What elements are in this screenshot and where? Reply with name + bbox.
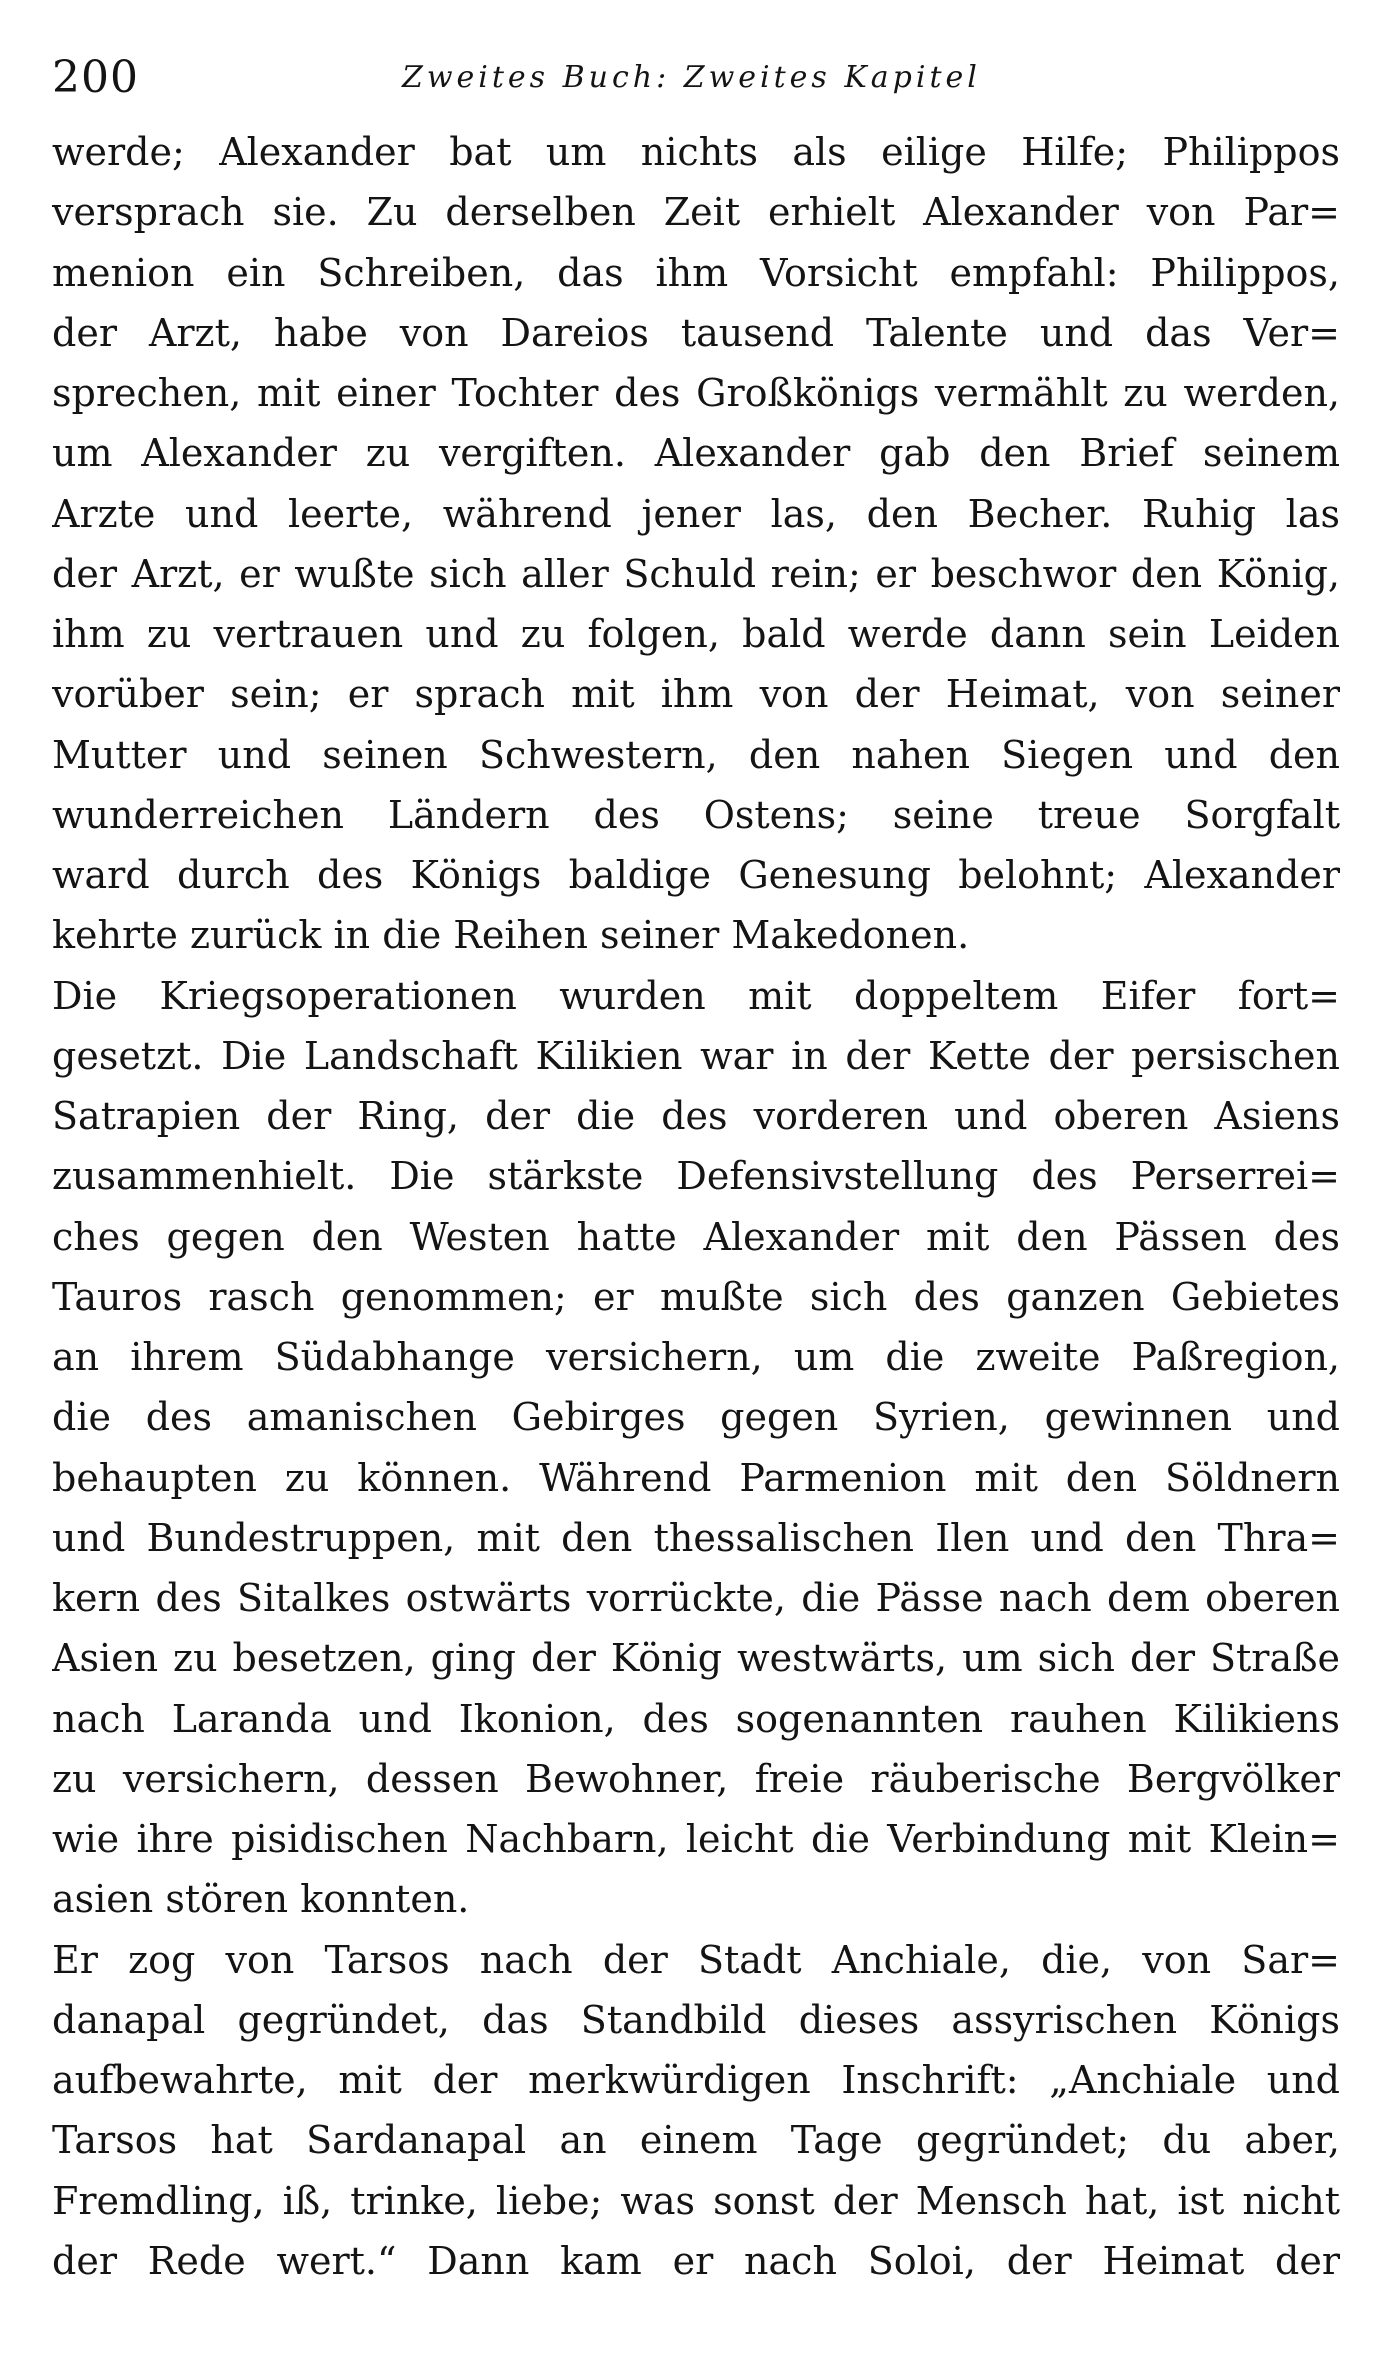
page-number: 200	[52, 52, 139, 103]
paragraph-end-line: asien stören konnten.	[52, 1877, 470, 1922]
paragraph-start-line: Er zog von Tarsos nach der Stadt Anchiale, die, von Sar=	[52, 1937, 1340, 1982]
text-line: Tauros rasch genommen; er mußte sich des ganzen Gebietes	[52, 1274, 1340, 1319]
text-line: an ihrem Südabhange versichern, um die zweite Paßregion,	[52, 1335, 1340, 1379]
text-line: sprechen, mit einer Tochter des Großkönigs vermählt zu werden,	[52, 371, 1340, 415]
text-line: Mutter und seinen Schwestern, den nahen Siegen und den	[52, 732, 1340, 777]
paragraph-end-line: kehrte zurück in die Reihen seiner Makedonen.	[52, 913, 970, 958]
text-line: menion ein Schreiben, das ihm Vorsicht empfahl: Philippos,	[52, 250, 1340, 295]
text-line: Fremdling, iß, trinke, liebe; was sonst der Mensch hat, ist nicht	[52, 2178, 1340, 2223]
text-line: wie ihre pisidischen Nachbarn, leicht die Verbindung mit Klein=	[52, 1817, 1340, 1861]
text-line: die des amanischen Gebirges gegen Syrien, gewinnen und	[52, 1395, 1340, 1440]
running-head: Zweites Buch: Zweites Kapitel	[402, 60, 981, 95]
text-line: kern des Sitalkes ostwärts vorrückte, die Pässe nach dem oberen	[52, 1576, 1340, 1620]
text-line: wunderreichen Ländern des Ostens; seine treue Sorgfalt	[52, 792, 1340, 837]
text-line: ward durch des Königs baldige Genesung belohnt; Alexander	[52, 853, 1340, 897]
text-line: versprach sie. Zu derselben Zeit erhielt Alexander von Par=	[52, 190, 1340, 235]
text-line: werde; Alexander bat um nichts als eilige Hilfe; Philippos	[52, 130, 1340, 174]
text-line: nach Laranda und Ikonion, des sogenannten rauhen Kilikiens	[52, 1696, 1340, 1741]
text-line: der Arzt, er wußte sich aller Schuld rein; er beschwor den König,	[52, 551, 1340, 596]
body-text	[52, 122, 1340, 2291]
text-line: vorüber sein; er sprach mit ihm von der Heimat, von seiner	[52, 672, 1340, 717]
text-line: der Arzt, habe von Dareios tausend Talente und das Ver=	[52, 310, 1340, 355]
text-line: zu versichern, dessen Bewohner, freie räuberische Bergvölker	[52, 1756, 1340, 1801]
text-line: um Alexander zu vergiften. Alexander gab den Brief seinem	[52, 431, 1340, 476]
text-line: ihm zu vertrauen und zu folgen, bald werde dann sein Leiden	[52, 612, 1340, 656]
text-line: ches gegen den Westen hatte Alexander mit den Pässen des	[52, 1214, 1340, 1259]
text-line: Arzte und leerte, während jener las, den Becher. Ruhig las	[52, 491, 1340, 536]
paragraph-start-line: Die Kriegsoperationen wurden mit doppeltem Eifer fort=	[52, 973, 1340, 1018]
text-line: Satrapien der Ring, der die des vorderen und oberen Asiens	[52, 1094, 1340, 1138]
text-line: behaupten zu können. Während Parmenion mit den Söldnern	[52, 1455, 1340, 1500]
text-line: danapal gegründet, das Standbild dieses assyrischen Königs	[52, 1997, 1340, 2042]
text-line: zusammenhielt. Die stärkste Defensivstellung des Perserrei=	[52, 1154, 1340, 1199]
text-line: und Bundestruppen, mit den thessalischen Ilen und den Thra=	[52, 1515, 1340, 1560]
text-line: aufbewahrte, mit der merkwürdigen Inschrift: „Anchiale und	[52, 2058, 1340, 2102]
text-line: gesetzt. Die Landschaft Kilikien war in der Kette der persischen	[52, 1033, 1340, 1078]
text-line: Tarsos hat Sardanapal an einem Tage gegründet; du aber,	[52, 2118, 1340, 2163]
text-line: Asien zu besetzen, ging der König westwärts, um sich der Straße	[52, 1636, 1340, 1681]
text-line: der Rede wert.“ Dann kam er nach Soloi, der Heimat der	[52, 2238, 1340, 2283]
page-header	[52, 48, 1342, 108]
